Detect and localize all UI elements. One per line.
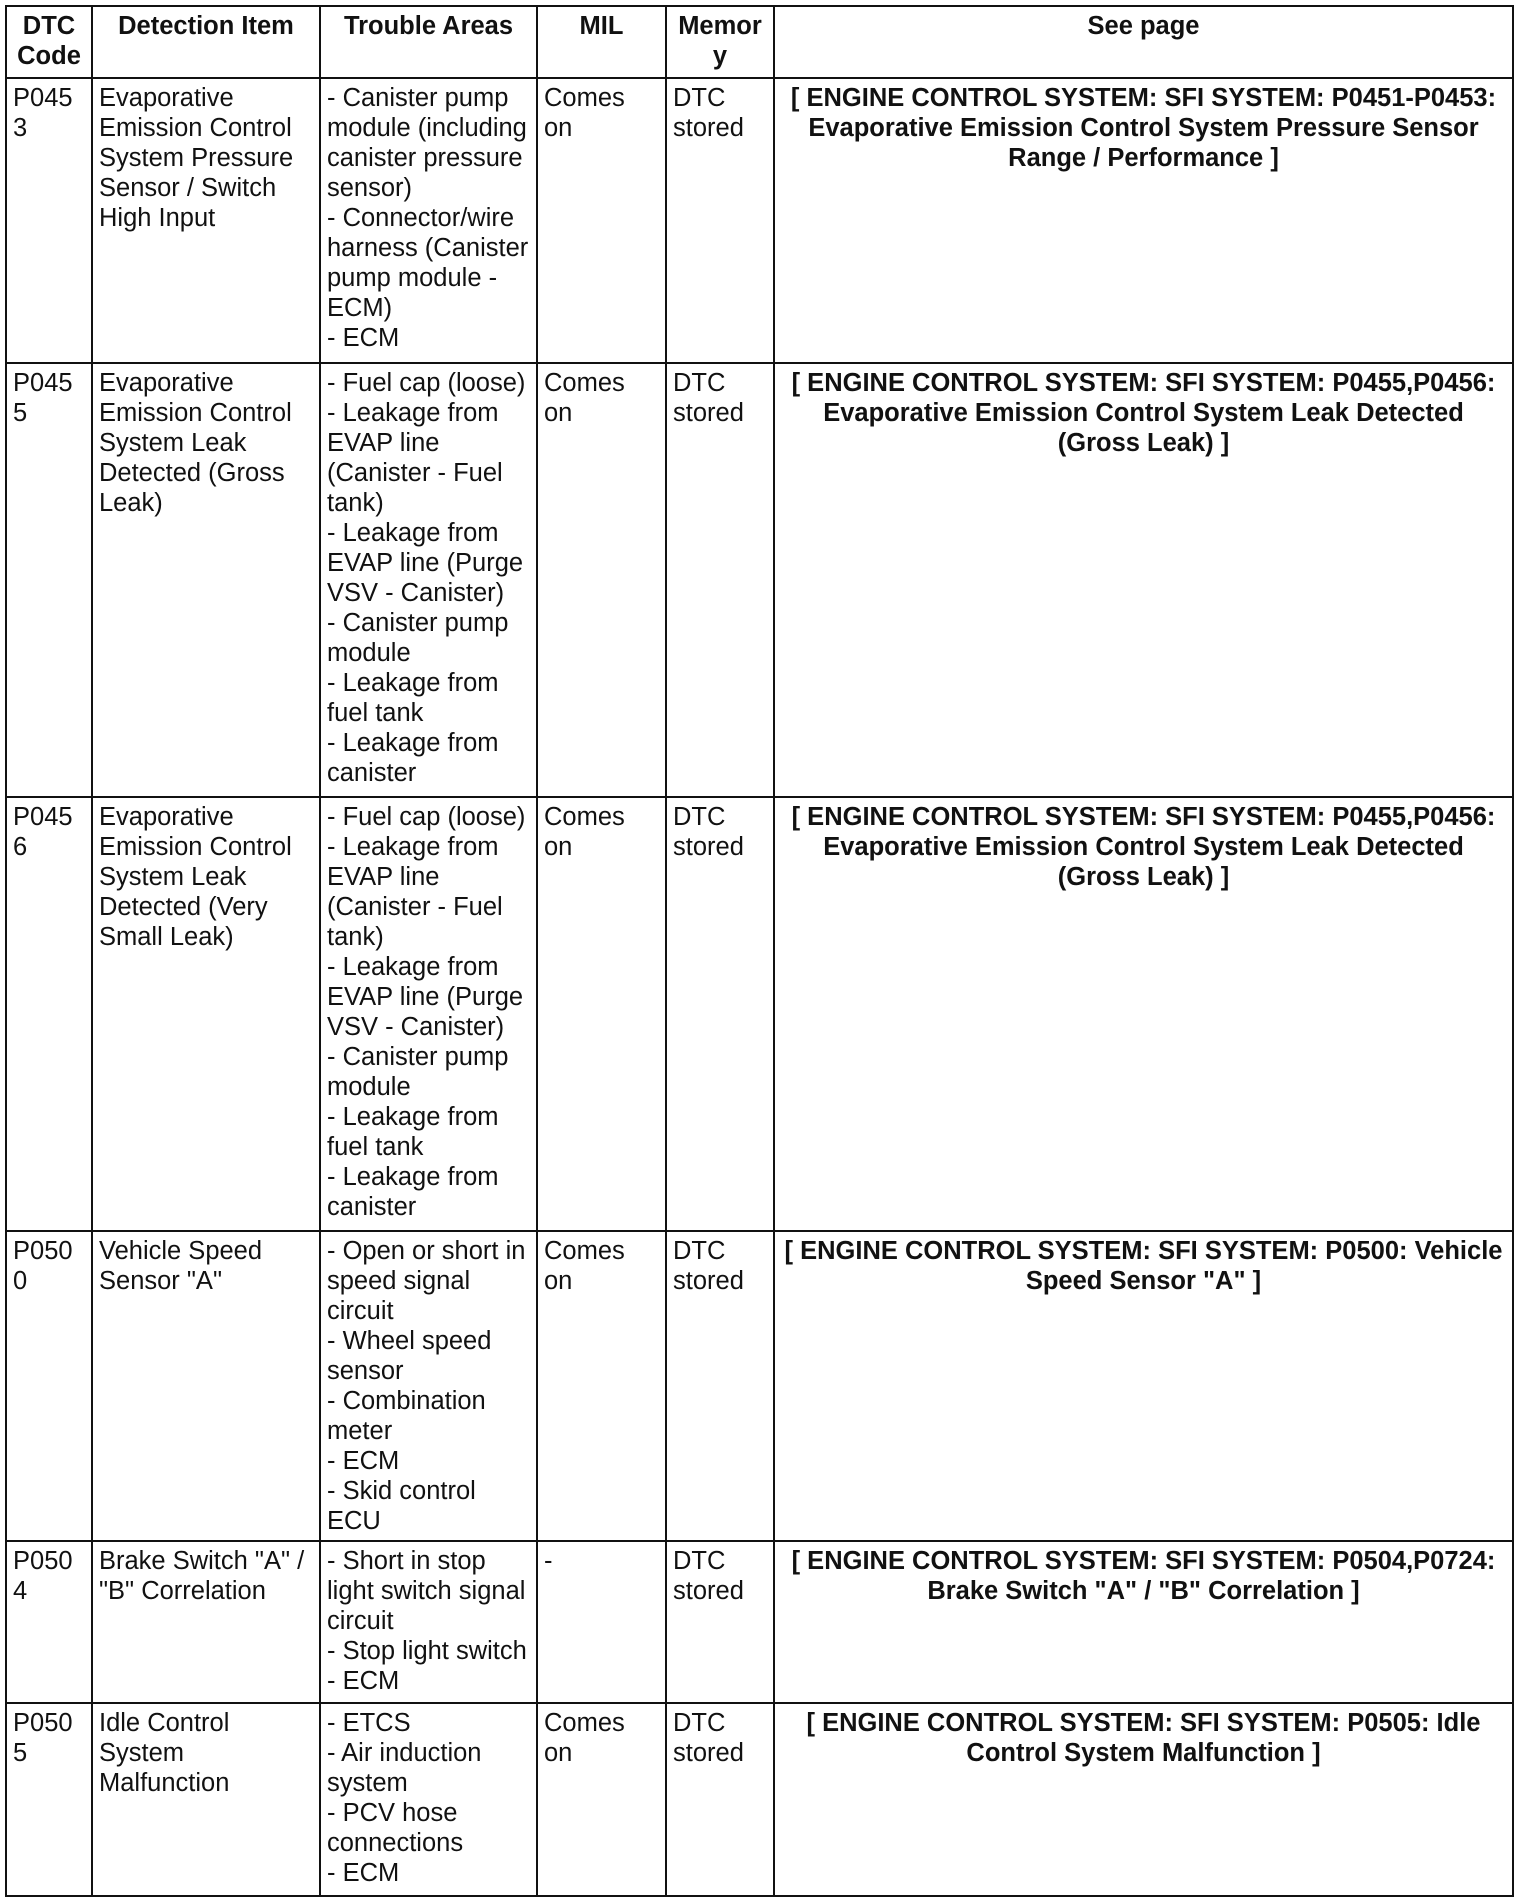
see-page-link: [ ENGINE CONTROL SYSTEM: SFI SYSTEM: P0451-P0453: Evaporative Emission Control System Pressure Sensor Range / Performance ] [774,78,1513,363]
dtc-code-cell: P0504 [6,1541,92,1703]
memory-cell: DTC stored [666,1231,774,1541]
trouble-area-item: - Short in stop light switch signal circuit [327,1547,526,1635]
header-mil: MIL [537,6,666,78]
dtc-code-cell: P0455 [6,363,92,797]
trouble-area-item: - ECM [327,1859,400,1887]
trouble-area-item: - Leakage from canister [327,729,499,787]
detection-item-cell: Brake Switch "A" / "B" Correlation [92,1541,320,1703]
trouble-area-item: - ECM [327,324,400,352]
detection-item-cell: Evaporative Emission Control System Leak Detected (Very Small Leak) [92,797,320,1231]
table-row [6,1541,1513,1703]
trouble-area-item: - Leakage from EVAP line (Canister - Fuel tank) [327,833,503,951]
memory-cell: DTC stored [666,78,774,363]
trouble-area-item: - Air induction system [327,1739,482,1797]
detection-item-cell: Vehicle Speed Sensor "A" [92,1231,320,1541]
see-page-link: [ ENGINE CONTROL SYSTEM: SFI SYSTEM: P0505: Idle Control System Malfunction ] [774,1703,1513,1896]
trouble-area-item: - Stop light switch [327,1637,527,1665]
trouble-area-item: - ECM [327,1447,400,1475]
detection-item-cell: Evaporative Emission Control System Pressure Sensor / Switch High Input [92,78,320,363]
trouble-area-item: - Leakage from fuel tank [327,669,499,727]
trouble-area-item: - Canister pump module [327,1043,509,1101]
trouble-area-item: - Leakage from fuel tank [327,1103,499,1161]
trouble-areas-cell [320,797,537,1231]
header-trouble-areas: Trouble Areas [320,6,537,78]
table-row [6,1231,1513,1541]
trouble-area-item: - Leakage from EVAP line (Canister - Fuel tank) [327,399,503,517]
dtc-code-cell: P0456 [6,797,92,1231]
mil-cell: Comes on [537,363,666,797]
see-page-link: [ ENGINE CONTROL SYSTEM: SFI SYSTEM: P0455,P0456: Evaporative Emission Control System Leak Detected (Gross Leak) ] [774,363,1513,797]
trouble-area-item: - Fuel cap (loose) [327,803,526,831]
mil-cell: Comes on [537,1231,666,1541]
trouble-areas-cell [320,1541,537,1703]
header-dtc-code: DTC Code [6,6,92,78]
trouble-areas-cell [320,1231,537,1541]
trouble-area-item: - Leakage from EVAP line (Purge VSV - Canister) [327,519,524,607]
trouble-area-item: - Canister pump module [327,609,509,667]
mil-cell: Comes on [537,78,666,363]
trouble-area-item: - Open or short in speed signal circuit [327,1237,526,1325]
trouble-areas-cell [320,78,537,363]
memory-cell: DTC stored [666,1703,774,1896]
trouble-area-item: - Skid control ECU [327,1477,476,1535]
trouble-area-item: - Leakage from canister [327,1163,499,1221]
see-page-link: [ ENGINE CONTROL SYSTEM: SFI SYSTEM: P0500: Vehicle Speed Sensor "A" ] [774,1231,1513,1541]
memory-cell: DTC stored [666,797,774,1231]
table-row [6,78,1513,363]
trouble-area-item: - Leakage from EVAP line (Purge VSV - Canister) [327,953,524,1041]
header-memory: Memory [666,6,774,78]
see-page-link: [ ENGINE CONTROL SYSTEM: SFI SYSTEM: P0455,P0456: Evaporative Emission Control System Leak Detected (Gross Leak) ] [774,797,1513,1231]
trouble-areas-cell [320,363,537,797]
see-page-link: [ ENGINE CONTROL SYSTEM: SFI SYSTEM: P0504,P0724: Brake Switch "A" / "B" Correlation ] [774,1541,1513,1703]
dtc-code-cell: P0453 [6,78,92,363]
header-see-page: See page [774,6,1513,78]
mil-cell: Comes on [537,797,666,1231]
trouble-area-item: - Combination meter [327,1387,486,1445]
dtc-code-cell: P0500 [6,1231,92,1541]
trouble-area-item: - ETCS [327,1709,411,1737]
dtc-table [5,5,1514,1897]
mil-cell: - [537,1541,666,1703]
trouble-area-item: - Canister pump module (including canister pressure sensor) [327,84,527,202]
trouble-areas-cell [320,1703,537,1896]
detection-item-cell: Evaporative Emission Control System Leak Detected (Gross Leak) [92,363,320,797]
table-row [6,797,1513,1231]
detection-item-cell: Idle Control System Malfunction [92,1703,320,1896]
trouble-area-item: - Wheel speed sensor [327,1327,492,1385]
table-row [6,363,1513,797]
trouble-area-item: - Fuel cap (loose) [327,369,526,397]
dtc-code-cell: P0505 [6,1703,92,1896]
trouble-area-item: - PCV hose connections [327,1799,464,1857]
mil-cell: Comes on [537,1703,666,1896]
memory-cell: DTC stored [666,363,774,797]
header-row [6,6,1513,78]
header-detection-item: Detection Item [92,6,320,78]
trouble-area-item: - ECM [327,1667,400,1695]
memory-cell: DTC stored [666,1541,774,1703]
trouble-area-item: - Connector/wire harness (Canister pump module - ECM) [327,204,529,322]
table-row [6,1703,1513,1896]
